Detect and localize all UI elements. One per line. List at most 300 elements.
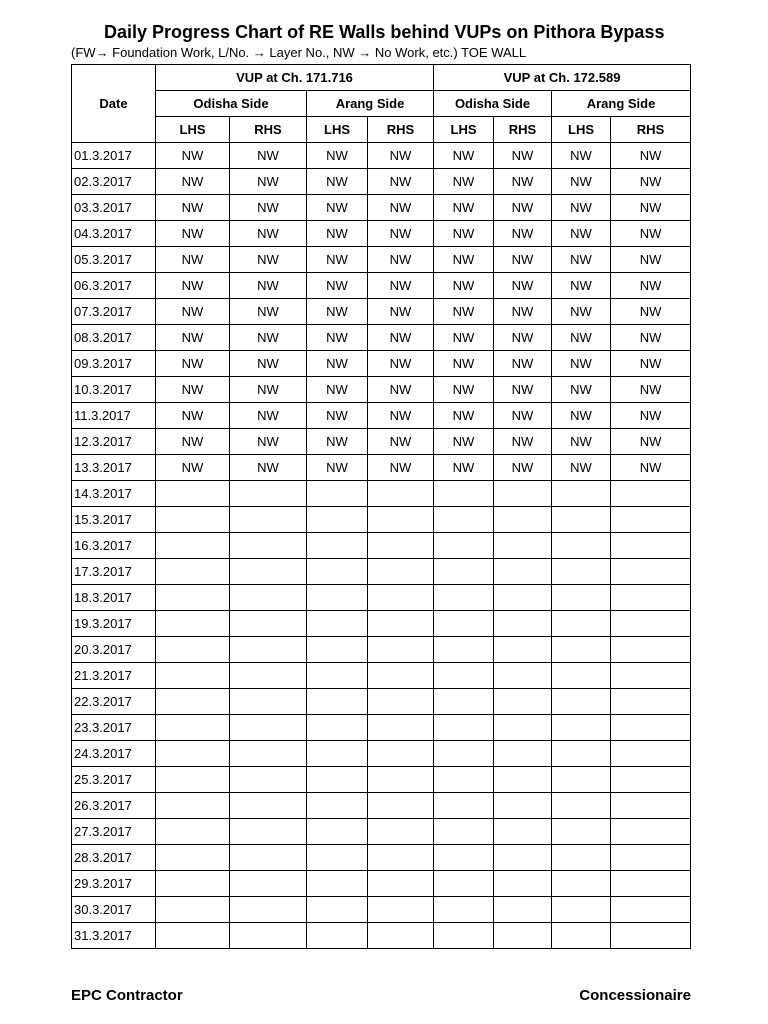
- status-cell: [434, 871, 494, 897]
- status-cell: NW: [156, 273, 230, 299]
- status-cell: [368, 559, 434, 585]
- status-cell: [434, 845, 494, 871]
- table-row: [72, 429, 691, 455]
- status-cell: NW: [494, 403, 552, 429]
- date-cell: 31.3.2017: [72, 923, 156, 949]
- subcolumn-header: LHS: [307, 117, 368, 143]
- status-cell: [156, 585, 230, 611]
- status-cell: [552, 845, 611, 871]
- status-cell: [156, 897, 230, 923]
- status-cell: NW: [307, 429, 368, 455]
- status-cell: NW: [368, 195, 434, 221]
- status-cell: [230, 793, 307, 819]
- status-cell: NW: [494, 351, 552, 377]
- status-cell: NW: [230, 429, 307, 455]
- date-cell: 30.3.2017: [72, 897, 156, 923]
- date-cell: 29.3.2017: [72, 871, 156, 897]
- status-cell: NW: [368, 377, 434, 403]
- status-cell: [156, 767, 230, 793]
- subcolumn-header-row: [72, 117, 691, 143]
- status-cell: [434, 637, 494, 663]
- status-cell: NW: [230, 195, 307, 221]
- status-cell: [552, 689, 611, 715]
- status-cell: [307, 663, 368, 689]
- status-cell: NW: [230, 455, 307, 481]
- status-cell: NW: [552, 143, 611, 169]
- status-cell: NW: [611, 169, 691, 195]
- status-cell: [552, 715, 611, 741]
- subcolumn-header: LHS: [552, 117, 611, 143]
- status-cell: [611, 481, 691, 507]
- date-cell: 20.3.2017: [72, 637, 156, 663]
- status-cell: [230, 559, 307, 585]
- status-cell: NW: [368, 169, 434, 195]
- status-cell: [307, 767, 368, 793]
- status-cell: [494, 585, 552, 611]
- table-row: [72, 871, 691, 897]
- status-cell: NW: [230, 169, 307, 195]
- status-cell: [552, 481, 611, 507]
- status-cell: [230, 507, 307, 533]
- status-cell: [494, 611, 552, 637]
- status-cell: NW: [552, 273, 611, 299]
- status-cell: [230, 923, 307, 949]
- date-cell: 24.3.2017: [72, 741, 156, 767]
- status-cell: NW: [368, 403, 434, 429]
- status-cell: [307, 585, 368, 611]
- status-cell: [552, 819, 611, 845]
- document-title: Daily Progress Chart of RE Walls behind VUPs on Pithora Bypass: [104, 22, 665, 42]
- vup-header-2: VUP at Ch. 172.589: [434, 65, 691, 91]
- status-cell: [494, 637, 552, 663]
- status-cell: [434, 481, 494, 507]
- table-row: [72, 221, 691, 247]
- status-cell: [494, 481, 552, 507]
- status-cell: [368, 637, 434, 663]
- table-row: [72, 403, 691, 429]
- status-cell: NW: [307, 195, 368, 221]
- status-cell: [494, 897, 552, 923]
- date-cell: 01.3.2017: [72, 143, 156, 169]
- status-cell: [611, 663, 691, 689]
- status-cell: NW: [434, 429, 494, 455]
- subcolumn-header: RHS: [368, 117, 434, 143]
- status-cell: [552, 663, 611, 689]
- status-cell: [434, 741, 494, 767]
- status-cell: [552, 923, 611, 949]
- status-cell: NW: [156, 455, 230, 481]
- status-cell: [434, 585, 494, 611]
- date-cell: 14.3.2017: [72, 481, 156, 507]
- status-cell: [368, 897, 434, 923]
- status-cell: NW: [230, 143, 307, 169]
- status-cell: [368, 923, 434, 949]
- status-cell: NW: [552, 221, 611, 247]
- status-cell: NW: [230, 403, 307, 429]
- status-cell: [307, 481, 368, 507]
- status-cell: [368, 689, 434, 715]
- date-cell: 18.3.2017: [72, 585, 156, 611]
- status-cell: [611, 637, 691, 663]
- status-cell: [368, 793, 434, 819]
- date-cell: 12.3.2017: [72, 429, 156, 455]
- status-cell: [552, 741, 611, 767]
- date-cell: 16.3.2017: [72, 533, 156, 559]
- status-cell: NW: [434, 325, 494, 351]
- status-cell: NW: [611, 221, 691, 247]
- status-cell: [494, 741, 552, 767]
- date-cell: 09.3.2017: [72, 351, 156, 377]
- status-cell: NW: [307, 403, 368, 429]
- status-cell: [156, 559, 230, 585]
- status-cell: NW: [368, 221, 434, 247]
- status-cell: [230, 663, 307, 689]
- status-cell: NW: [611, 429, 691, 455]
- status-cell: NW: [552, 169, 611, 195]
- status-cell: [307, 871, 368, 897]
- status-cell: NW: [552, 195, 611, 221]
- status-cell: [611, 767, 691, 793]
- status-cell: [552, 793, 611, 819]
- status-cell: NW: [611, 273, 691, 299]
- date-cell: 13.3.2017: [72, 455, 156, 481]
- status-cell: [368, 507, 434, 533]
- side-header-odisha-2: Odisha Side: [434, 91, 552, 117]
- date-cell: 25.3.2017: [72, 767, 156, 793]
- table-row: [72, 169, 691, 195]
- status-cell: NW: [230, 377, 307, 403]
- status-cell: [156, 819, 230, 845]
- status-cell: [494, 715, 552, 741]
- table-row: [72, 585, 691, 611]
- table-row: [72, 481, 691, 507]
- status-cell: [368, 663, 434, 689]
- status-cell: [434, 611, 494, 637]
- status-cell: [552, 637, 611, 663]
- status-cell: NW: [494, 169, 552, 195]
- status-cell: NW: [611, 143, 691, 169]
- status-cell: NW: [368, 455, 434, 481]
- status-cell: [494, 533, 552, 559]
- status-cell: [552, 897, 611, 923]
- status-cell: [611, 507, 691, 533]
- status-cell: [611, 897, 691, 923]
- status-cell: NW: [307, 299, 368, 325]
- status-cell: [552, 533, 611, 559]
- status-cell: NW: [307, 169, 368, 195]
- status-cell: NW: [307, 377, 368, 403]
- status-cell: NW: [307, 221, 368, 247]
- status-cell: NW: [552, 247, 611, 273]
- table-header: [72, 65, 691, 143]
- table-row: [72, 455, 691, 481]
- status-cell: NW: [156, 169, 230, 195]
- status-cell: [368, 819, 434, 845]
- status-cell: [434, 507, 494, 533]
- status-cell: [307, 689, 368, 715]
- status-cell: [368, 585, 434, 611]
- status-cell: NW: [434, 221, 494, 247]
- date-cell: 26.3.2017: [72, 793, 156, 819]
- status-cell: NW: [494, 429, 552, 455]
- status-cell: [156, 637, 230, 663]
- status-cell: [434, 793, 494, 819]
- status-cell: [434, 897, 494, 923]
- date-cell: 28.3.2017: [72, 845, 156, 871]
- status-cell: [434, 715, 494, 741]
- side-header-arang-1: Arang Side: [307, 91, 434, 117]
- status-cell: [434, 663, 494, 689]
- status-cell: [307, 897, 368, 923]
- status-cell: [494, 689, 552, 715]
- status-cell: NW: [434, 143, 494, 169]
- table-row: [72, 845, 691, 871]
- status-cell: [552, 585, 611, 611]
- status-cell: [156, 793, 230, 819]
- status-cell: [307, 611, 368, 637]
- status-cell: [611, 533, 691, 559]
- vup-header-row: [72, 65, 691, 91]
- side-header-odisha-1: Odisha Side: [156, 91, 307, 117]
- date-column-header: Date: [72, 65, 156, 143]
- status-cell: NW: [156, 377, 230, 403]
- status-cell: [230, 819, 307, 845]
- table-row: [72, 663, 691, 689]
- status-cell: NW: [156, 403, 230, 429]
- status-cell: [156, 481, 230, 507]
- status-cell: [156, 871, 230, 897]
- table-row: [72, 637, 691, 663]
- status-cell: NW: [156, 221, 230, 247]
- status-cell: [307, 819, 368, 845]
- date-cell: 06.3.2017: [72, 273, 156, 299]
- status-cell: [307, 923, 368, 949]
- status-cell: NW: [611, 351, 691, 377]
- status-cell: NW: [156, 325, 230, 351]
- status-cell: [230, 741, 307, 767]
- date-cell: 19.3.2017: [72, 611, 156, 637]
- status-cell: NW: [494, 273, 552, 299]
- side-header-row: [72, 91, 691, 117]
- table-row: [72, 533, 691, 559]
- status-cell: NW: [368, 143, 434, 169]
- status-cell: NW: [552, 325, 611, 351]
- status-cell: [230, 611, 307, 637]
- status-cell: NW: [552, 455, 611, 481]
- status-cell: [494, 663, 552, 689]
- status-cell: [156, 507, 230, 533]
- status-cell: NW: [611, 195, 691, 221]
- status-cell: [368, 767, 434, 793]
- status-cell: NW: [611, 403, 691, 429]
- status-cell: NW: [434, 273, 494, 299]
- status-cell: [611, 611, 691, 637]
- date-cell: 05.3.2017: [72, 247, 156, 273]
- status-cell: [434, 533, 494, 559]
- status-cell: NW: [307, 247, 368, 273]
- status-cell: NW: [611, 325, 691, 351]
- date-cell: 11.3.2017: [72, 403, 156, 429]
- status-cell: [230, 897, 307, 923]
- date-cell: 03.3.2017: [72, 195, 156, 221]
- status-cell: [611, 689, 691, 715]
- table-row: [72, 195, 691, 221]
- status-cell: NW: [307, 143, 368, 169]
- table-row: [72, 767, 691, 793]
- status-cell: NW: [368, 325, 434, 351]
- status-cell: NW: [494, 377, 552, 403]
- status-cell: [494, 793, 552, 819]
- status-cell: NW: [156, 195, 230, 221]
- status-cell: [307, 533, 368, 559]
- status-cell: [611, 585, 691, 611]
- status-cell: [230, 585, 307, 611]
- status-cell: [230, 689, 307, 715]
- date-cell: 15.3.2017: [72, 507, 156, 533]
- status-cell: [156, 845, 230, 871]
- table-row: [72, 741, 691, 767]
- status-cell: NW: [368, 429, 434, 455]
- status-cell: [230, 715, 307, 741]
- vup-header-1: VUP at Ch. 171.716: [156, 65, 434, 91]
- table-row: [72, 559, 691, 585]
- status-cell: NW: [434, 403, 494, 429]
- status-cell: [552, 559, 611, 585]
- date-cell: 02.3.2017: [72, 169, 156, 195]
- status-cell: [611, 559, 691, 585]
- status-cell: NW: [230, 273, 307, 299]
- date-cell: 27.3.2017: [72, 819, 156, 845]
- status-cell: [368, 715, 434, 741]
- status-cell: [368, 611, 434, 637]
- status-cell: NW: [494, 221, 552, 247]
- status-cell: [368, 533, 434, 559]
- status-cell: [230, 533, 307, 559]
- status-cell: NW: [368, 247, 434, 273]
- status-cell: [494, 871, 552, 897]
- status-cell: [611, 871, 691, 897]
- side-header-arang-2: Arang Side: [552, 91, 691, 117]
- status-cell: NW: [230, 247, 307, 273]
- status-cell: [494, 923, 552, 949]
- status-cell: [230, 845, 307, 871]
- table-row: [72, 923, 691, 949]
- table-row: [72, 273, 691, 299]
- status-cell: [434, 767, 494, 793]
- status-cell: [156, 923, 230, 949]
- status-cell: [552, 767, 611, 793]
- status-cell: [494, 819, 552, 845]
- status-cell: [611, 715, 691, 741]
- status-cell: NW: [307, 351, 368, 377]
- date-cell: 21.3.2017: [72, 663, 156, 689]
- status-cell: [156, 741, 230, 767]
- status-cell: [494, 507, 552, 533]
- status-cell: [307, 507, 368, 533]
- status-cell: NW: [494, 455, 552, 481]
- date-cell: 17.3.2017: [72, 559, 156, 585]
- status-cell: [494, 767, 552, 793]
- status-cell: [307, 637, 368, 663]
- table-row: [72, 299, 691, 325]
- status-cell: [230, 871, 307, 897]
- status-cell: [368, 845, 434, 871]
- status-cell: [368, 741, 434, 767]
- status-cell: NW: [434, 351, 494, 377]
- status-cell: [611, 793, 691, 819]
- epc-contractor-signature-label: EPC Contractor: [71, 987, 183, 1004]
- table-row: [72, 715, 691, 741]
- status-cell: NW: [611, 455, 691, 481]
- table-row: [72, 351, 691, 377]
- status-cell: NW: [307, 325, 368, 351]
- status-cell: NW: [494, 143, 552, 169]
- date-cell: 08.3.2017: [72, 325, 156, 351]
- status-cell: NW: [611, 299, 691, 325]
- status-cell: NW: [434, 377, 494, 403]
- status-cell: NW: [434, 299, 494, 325]
- subcolumn-header: RHS: [230, 117, 307, 143]
- status-cell: [156, 663, 230, 689]
- status-cell: [307, 715, 368, 741]
- status-cell: NW: [307, 455, 368, 481]
- table-row: [72, 819, 691, 845]
- status-cell: NW: [434, 169, 494, 195]
- status-cell: NW: [552, 351, 611, 377]
- status-cell: NW: [368, 351, 434, 377]
- status-cell: NW: [494, 195, 552, 221]
- subcolumn-header: RHS: [494, 117, 552, 143]
- status-cell: NW: [611, 377, 691, 403]
- table-row: [72, 377, 691, 403]
- status-cell: NW: [230, 299, 307, 325]
- status-cell: [434, 559, 494, 585]
- status-cell: [307, 559, 368, 585]
- table-body: [72, 143, 691, 949]
- status-cell: [307, 845, 368, 871]
- status-cell: NW: [434, 455, 494, 481]
- table-row: [72, 793, 691, 819]
- table-row: [72, 611, 691, 637]
- table-row: [72, 507, 691, 533]
- table-row: [72, 247, 691, 273]
- date-cell: 07.3.2017: [72, 299, 156, 325]
- status-cell: [494, 559, 552, 585]
- table-row: [72, 897, 691, 923]
- status-cell: [552, 507, 611, 533]
- table-row: [72, 689, 691, 715]
- status-cell: [230, 637, 307, 663]
- status-cell: NW: [494, 299, 552, 325]
- status-cell: [434, 819, 494, 845]
- status-cell: NW: [368, 273, 434, 299]
- status-cell: NW: [368, 299, 434, 325]
- status-cell: NW: [552, 299, 611, 325]
- date-cell: 10.3.2017: [72, 377, 156, 403]
- status-cell: NW: [552, 403, 611, 429]
- table-row: [72, 143, 691, 169]
- status-cell: [368, 871, 434, 897]
- status-cell: [552, 611, 611, 637]
- status-cell: [611, 741, 691, 767]
- status-cell: [611, 923, 691, 949]
- status-cell: [156, 611, 230, 637]
- status-cell: NW: [611, 247, 691, 273]
- status-cell: [434, 689, 494, 715]
- status-cell: NW: [552, 429, 611, 455]
- date-cell: 22.3.2017: [72, 689, 156, 715]
- subcolumn-header: LHS: [156, 117, 230, 143]
